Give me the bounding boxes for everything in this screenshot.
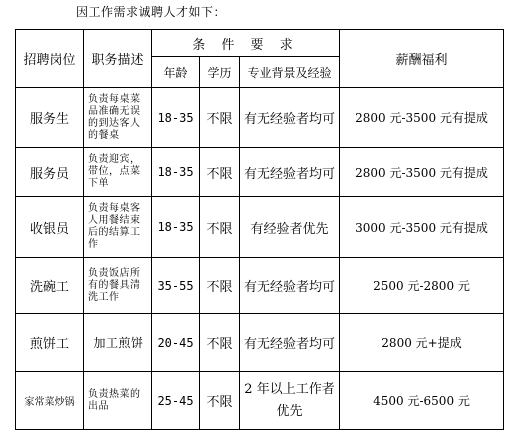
- intro-text: 因工作需求诚聘人才如下：: [76, 5, 227, 19]
- cell-background: 有无经验者均可: [240, 258, 340, 314]
- cell-age: 18-35: [152, 148, 200, 197]
- cell-salary: 4500 元-6500 元: [340, 372, 504, 430]
- cell-salary: 2800 元-3500 元有提成: [340, 88, 504, 148]
- cell-education: 不限: [200, 88, 240, 148]
- table-header-row: [16, 30, 504, 57]
- cell-position: 服务生: [16, 88, 84, 148]
- cell-age: 35-55: [152, 258, 200, 314]
- table-row: [16, 372, 504, 430]
- cell-description: 负责每桌菜品准确无误的到达客人的餐桌: [84, 88, 152, 148]
- table-row: [16, 197, 504, 258]
- cell-education: 不限: [200, 197, 240, 258]
- cell-description: 负责每桌客人用餐结束后的结算工作: [84, 197, 152, 258]
- recruitment-table: [15, 29, 504, 430]
- cell-age: 20-45: [152, 314, 200, 372]
- cell-age: 25-45: [152, 372, 200, 430]
- cell-position: 收银员: [16, 197, 84, 258]
- cell-salary: 2800 元+提成: [340, 314, 504, 372]
- cell-salary: 3000 元-3500 元有提成: [340, 197, 504, 258]
- cell-age: 18-35: [152, 88, 200, 148]
- table-row: [16, 88, 504, 148]
- table-row: [16, 258, 504, 314]
- table-row: [16, 148, 504, 197]
- cell-description: 负责迎宾，带位，点菜下单: [84, 148, 152, 197]
- cell-background: 有无经验者均可: [240, 148, 340, 197]
- cell-description: 加工煎饼: [84, 314, 152, 372]
- table-row: [16, 314, 504, 372]
- cell-position: 煎饼工: [16, 314, 84, 372]
- cell-salary: 2800 元-3500 元有提成: [340, 148, 504, 197]
- cell-education: 不限: [200, 258, 240, 314]
- cell-education: 不限: [200, 372, 240, 430]
- cell-position: 洗碗工: [16, 258, 84, 314]
- header-age: 年龄: [152, 57, 200, 88]
- cell-position: 服务员: [16, 148, 84, 197]
- cell-description: 负责热菜的出品: [84, 372, 152, 430]
- header-conditions: 条 件 要 求: [152, 30, 340, 57]
- header-background: 专业背景及经验: [240, 57, 340, 88]
- header-description: 职务描述: [84, 30, 152, 88]
- header-education: 学历: [200, 57, 240, 88]
- cell-background: 有无经验者均可: [240, 88, 340, 148]
- cell-background: 2 年以上工作者优先: [240, 372, 340, 430]
- cell-description: 负责饭店所有的餐具清洗工作: [84, 258, 152, 314]
- header-position: 招聘岗位: [16, 30, 84, 88]
- cell-background: 有无经验者均可: [240, 314, 340, 372]
- cell-background: 有经验者优先: [240, 197, 340, 258]
- cell-education: 不限: [200, 314, 240, 372]
- header-salary: 薪酬福利: [340, 30, 504, 88]
- cell-position: 家常菜炒锅: [16, 372, 84, 430]
- cell-salary: 2500 元-2800 元: [340, 258, 504, 314]
- cell-age: 18-35: [152, 197, 200, 258]
- cell-education: 不限: [200, 148, 240, 197]
